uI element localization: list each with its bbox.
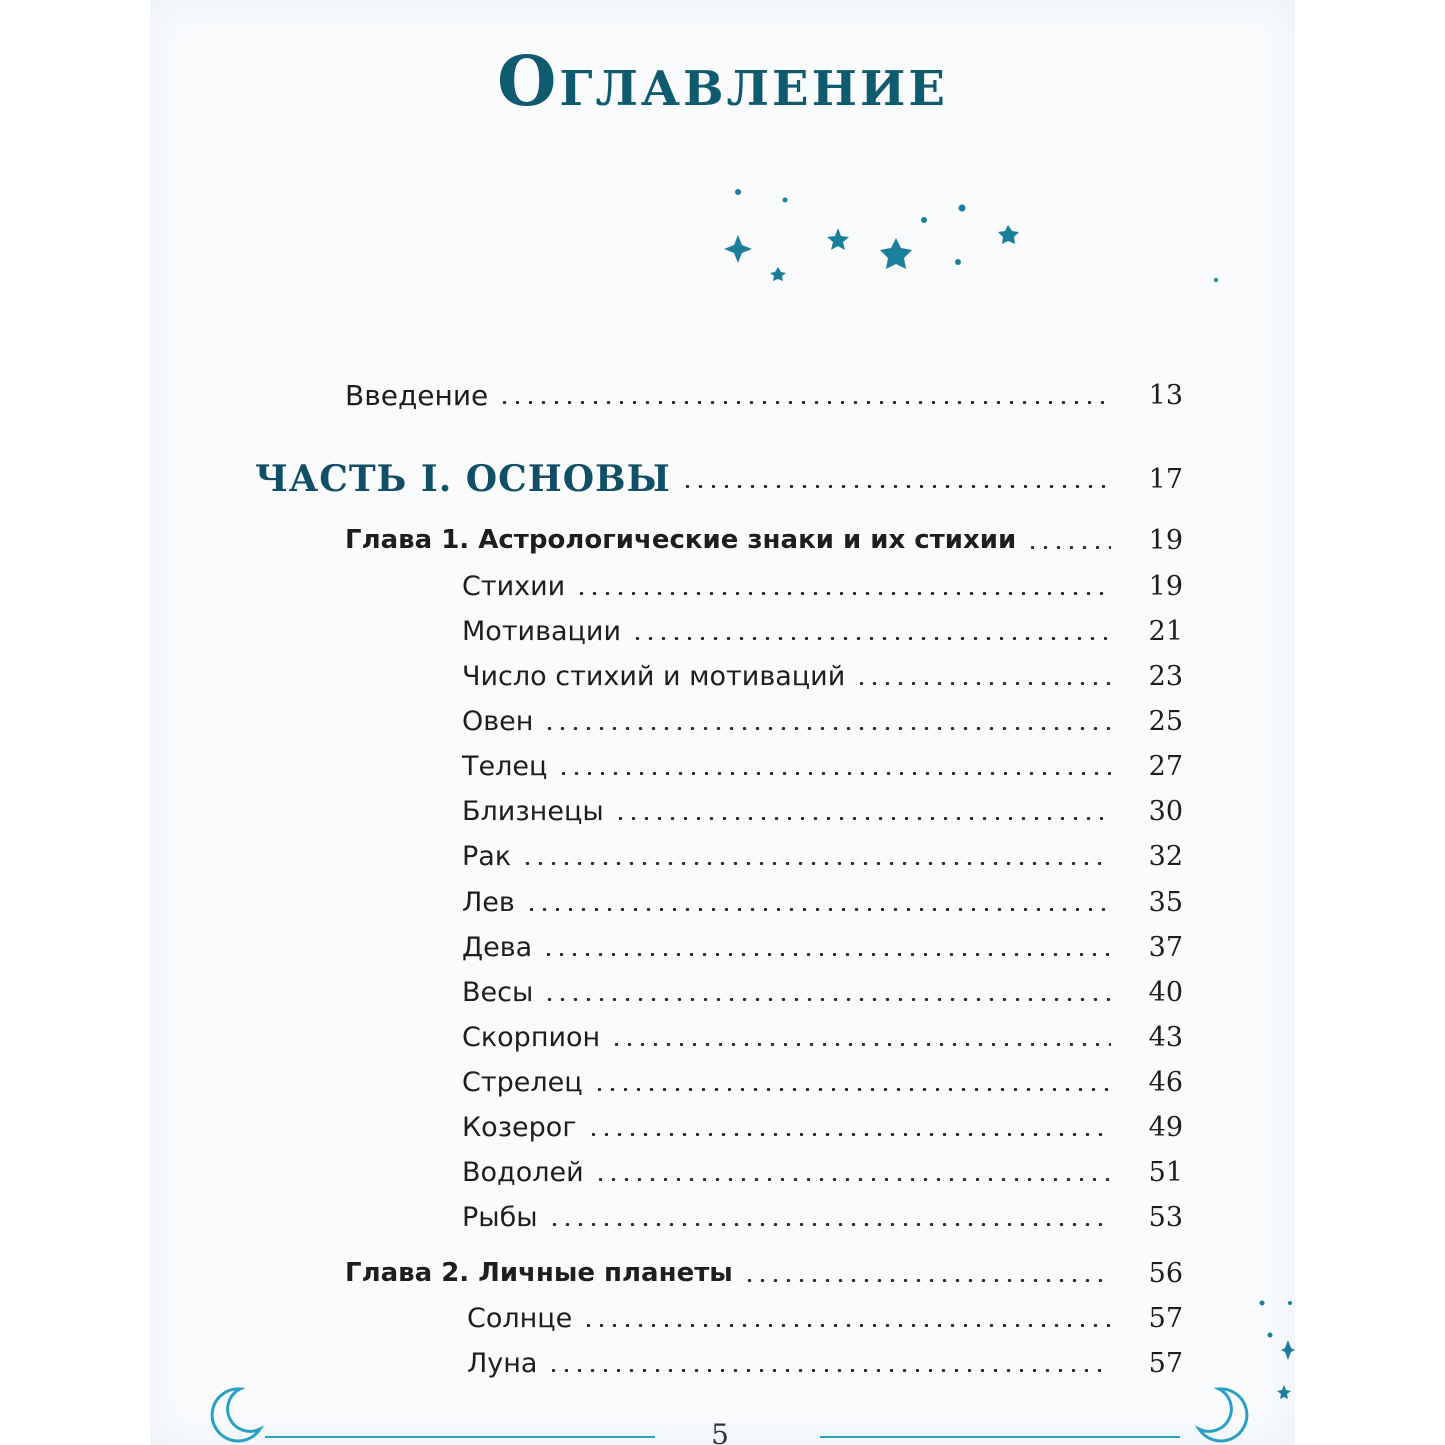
toc-page-number: 32 [1148, 840, 1183, 872]
toc-chapter-heading: Глава 2. Личные планеты [345, 1258, 733, 1288]
dot-leader [547, 1369, 1111, 1372]
toc-label: Близнецы [462, 795, 604, 827]
toc-page-number: 57 [1148, 1302, 1183, 1334]
toc-label: Введение [345, 378, 489, 412]
toc-label: Рыбы [462, 1201, 538, 1233]
toc-page-number: 30 [1148, 795, 1183, 827]
crescent-moon-icon [200, 1385, 266, 1445]
dot-leader [743, 1279, 1111, 1282]
toc-entry-section[interactable] [462, 1062, 1183, 1102]
toc-label: Число стихий и мотиваций [462, 660, 846, 692]
toc-entry-section[interactable] [462, 1197, 1183, 1237]
toc-label: Лев [462, 886, 515, 918]
toc-page-number: 56 [1148, 1257, 1183, 1289]
toc-label: Козерог [462, 1111, 577, 1143]
toc-entry-section[interactable] [462, 836, 1183, 876]
toc-page-number: 23 [1148, 660, 1183, 692]
toc-entry-chapter-2[interactable] [345, 1253, 1183, 1293]
dot-leader [610, 1043, 1111, 1046]
toc-entry-section[interactable] [467, 1298, 1183, 1338]
toc-entry-section[interactable] [462, 927, 1183, 967]
toc-label: Мотивации [462, 615, 622, 647]
toc-page-number: 51 [1148, 1156, 1183, 1188]
toc-chapter-heading: Глава 1. Астрологические знаки и их стихии [345, 525, 1017, 555]
dot-leader [855, 682, 1111, 685]
toc-page-number: 13 [1148, 379, 1183, 411]
page-title: Оглавление [497, 42, 948, 122]
toc-entry-section[interactable] [462, 656, 1183, 696]
toc-label: Стихии [462, 570, 566, 602]
toc-page-number: 37 [1148, 931, 1183, 963]
toc-entry-section[interactable] [467, 1343, 1183, 1383]
toc-page-number: 46 [1148, 1066, 1183, 1098]
toc-label: Весы [462, 976, 534, 1008]
dot-leader [498, 401, 1111, 404]
toc-entry-section[interactable] [462, 611, 1183, 651]
toc-label: Луна [467, 1347, 538, 1379]
toc-label: Стрелец [462, 1066, 583, 1098]
dot-leader [548, 1223, 1111, 1226]
dot-leader [587, 1133, 1112, 1136]
footer-divider [820, 1436, 1180, 1438]
toc-page-number: 25 [1148, 705, 1183, 737]
toc-page-number: 21 [1148, 615, 1183, 647]
book-page [150, 0, 1295, 1445]
toc-entry-section[interactable] [462, 1017, 1183, 1057]
toc-label: Водолей [462, 1156, 584, 1188]
toc-entry-section[interactable] [462, 972, 1183, 1012]
dot-leader [542, 953, 1111, 956]
toc-entry-section[interactable] [462, 791, 1183, 831]
dot-leader [593, 1088, 1111, 1091]
toc-entry-intro[interactable] [345, 375, 1183, 415]
dot-leader [1026, 546, 1111, 549]
dot-leader [525, 908, 1111, 911]
toc-page-number: 53 [1148, 1201, 1183, 1233]
page-number: 5 [711, 1418, 729, 1445]
toc-label: Скорпион [462, 1021, 601, 1053]
toc-entry-part-1[interactable] [255, 455, 1183, 503]
toc-page-number: 40 [1148, 976, 1183, 1008]
toc-page-number: 27 [1148, 750, 1183, 782]
footer-divider [265, 1436, 655, 1438]
toc-part-heading: ЧАСТЬ I. ОСНОВЫ [255, 458, 671, 500]
dot-leader [575, 592, 1111, 595]
toc-page-number: 17 [1148, 463, 1183, 495]
toc-entry-chapter-1[interactable] [345, 520, 1183, 560]
toc-page-number: 49 [1148, 1111, 1183, 1143]
dot-leader [681, 485, 1111, 488]
toc-entry-section[interactable] [462, 1107, 1183, 1147]
star-cluster-icon [1250, 1295, 1295, 1425]
dot-leader [557, 772, 1111, 775]
dot-leader [521, 862, 1111, 865]
toc-page-number: 19 [1148, 570, 1183, 602]
toc-label: Дева [462, 931, 533, 963]
toc-label: Солнце [467, 1302, 573, 1334]
dot-leader [543, 727, 1111, 730]
toc-entry-section[interactable] [462, 701, 1183, 741]
toc-entry-section[interactable] [462, 566, 1183, 606]
toc-page-number: 57 [1148, 1347, 1183, 1379]
toc-label: Рак [462, 840, 512, 872]
dot-leader [594, 1178, 1111, 1181]
dot-leader [631, 637, 1111, 640]
toc-entry-section[interactable] [462, 1152, 1183, 1192]
toc-label: Овен [462, 705, 534, 737]
toc-label: Телец [462, 750, 548, 782]
toc-page-number: 43 [1148, 1021, 1183, 1053]
toc-page-number: 19 [1148, 524, 1183, 556]
dot-leader [582, 1324, 1111, 1327]
toc-entry-section[interactable] [462, 746, 1183, 786]
dot-leader [614, 817, 1111, 820]
toc-entry-section[interactable] [462, 882, 1183, 922]
dot-leader [543, 998, 1111, 1001]
toc-page-number: 35 [1148, 886, 1183, 918]
star-cluster-icon [710, 170, 1240, 300]
